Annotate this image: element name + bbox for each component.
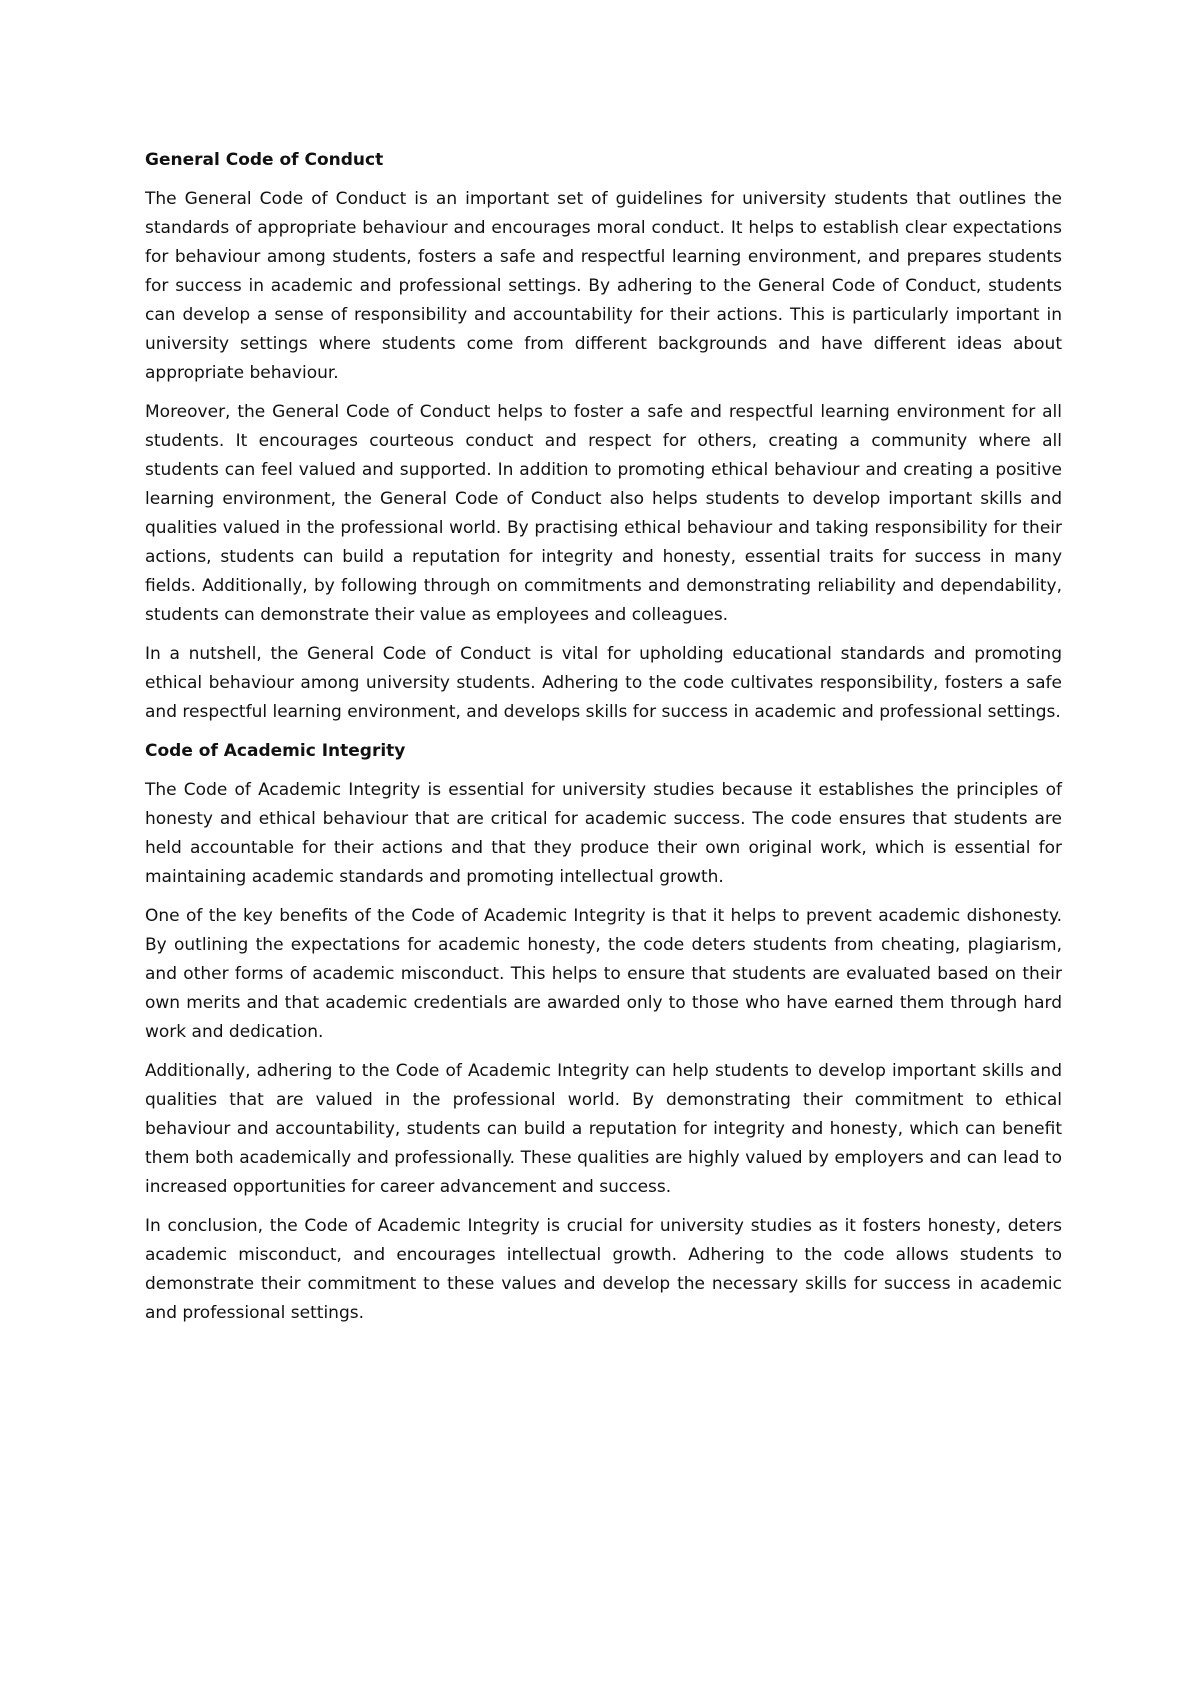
- section-heading: General Code of Conduct: [145, 150, 384, 170]
- section-academic-integrity: [145, 737, 1062, 1328]
- paragraph: The General Code of Conduct is an important set of guidelines for university students that outlines the standards of appropriate behaviour and encourages moral conduct. It helps to establish clear expectations for behaviour among students, fosters a safe and respectful learning environment, and prepares students for success in academic and professional settings. By adhering to the General Code of Conduct, students can develop a sense of responsibility and accountability for their actions. This is particularly important in university settings where students come from different backgrounds and have different ideas about appropriate behaviour.: [145, 189, 1062, 383]
- section-heading: Code of Academic Integrity: [145, 741, 406, 761]
- paragraph: Moreover, the General Code of Conduct helps to foster a safe and respectful learning environment for all students. It encourages courteous conduct and respect for others, creating a community where all students can feel valued and supported. In addition to promoting ethical behaviour and creating a positive learning environment, the General Code of Conduct also helps students to develop important skills and qualities valued in the professional world. By practising ethical behaviour and taking responsibility for their actions, students can build a reputation for integrity and honesty, essential traits for success in many fields. Additionally, by following through on commitments and demonstrating reliability and dependability, students can demonstrate their value as employees and colleagues.: [145, 402, 1062, 625]
- paragraph: In conclusion, the Code of Academic Integrity is crucial for university studies as it fosters honesty, deters academic misconduct, and encourages intellectual growth. Adhering to the code allows students to demonstrate their commitment to these values and develop the necessary skills for success in academic and professional settings.: [145, 1216, 1062, 1323]
- section-general-code: [145, 146, 1062, 727]
- paragraph: In a nutshell, the General Code of Conduct is vital for upholding educational standards and promoting ethical behaviour among university students. Adhering to the code cultivates responsibility, fosters a safe and respectful learning environment, and develops skills for success in academic and professional settings.: [145, 644, 1062, 722]
- document-body: [145, 146, 1062, 1338]
- paragraph: Additionally, adhering to the Code of Academic Integrity can help students to develop important skills and qualities that are valued in the professional world. By demonstrating their commitment to ethical behaviour and accountability, students can build a reputation for integrity and honesty, which can benefit them both academically and professionally. These qualities are highly valued by employers and can lead to increased opportunities for career advancement and success.: [145, 1061, 1062, 1197]
- paragraph: One of the key benefits of the Code of Academic Integrity is that it helps to prevent academic dishonesty. By outlining the expectations for academic honesty, the code deters students from cheating, plagiarism, and other forms of academic misconduct. This helps to ensure that students are evaluated based on their own merits and that academic credentials are awarded only to those who have earned them through hard work and dedication.: [145, 906, 1062, 1042]
- paragraph: The Code of Academic Integrity is essential for university studies because it establishes the principles of honesty and ethical behaviour that are critical for academic success. The code ensures that students are held accountable for their actions and that they produce their own original work, which is essential for maintaining academic standards and promoting intellectual growth.: [145, 780, 1062, 887]
